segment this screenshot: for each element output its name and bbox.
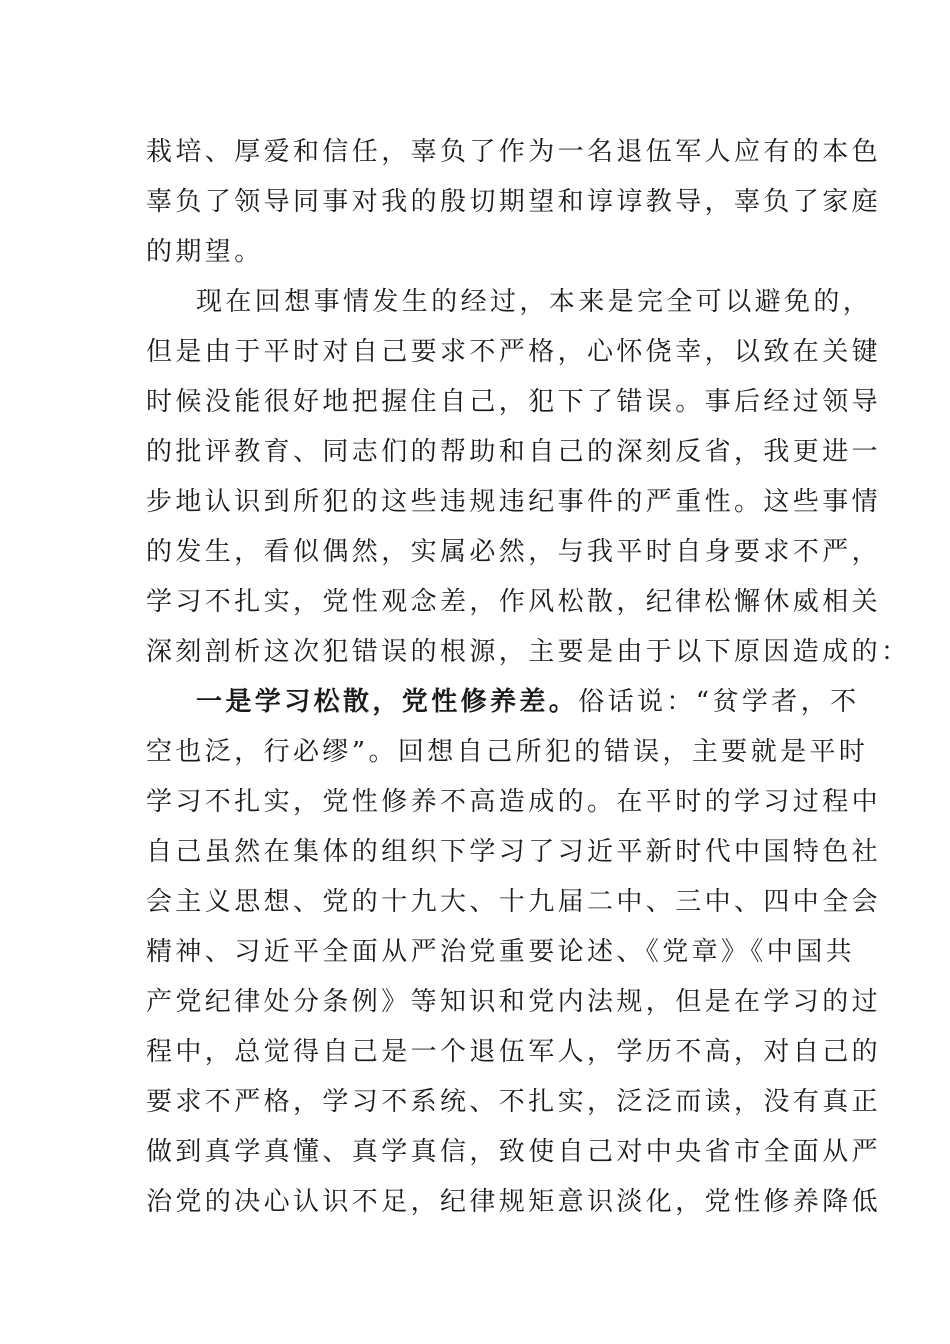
paragraph-line: 的期望。 [146, 237, 264, 267]
paragraph-line: 的发生，看似偶然，实属必然，与我平时自身要求不严， [146, 537, 882, 567]
paragraph-line [196, 685, 860, 719]
paragraph-line: 精神、习近平全面从严治党重要论述、《党章》《中国共 [146, 937, 856, 967]
paragraph-line: 栽培、厚爱和信任，辜负了作为一名退伍军人应有的本色 [146, 137, 882, 167]
paragraph-line: 要求不严格，学习不系统、不扎实，泛泛而读，没有真正 [146, 1087, 882, 1117]
paragraph-line: 深刻剖析这次犯错误的根源，主要是由于以下原因造成的： [146, 637, 911, 667]
paragraph-line: 做到真学真懂、真学真信，致使自己对中央省市全面从严 [146, 1137, 882, 1167]
paragraph-line: 现在回想事情发生的经过，本来是完全可以避免的， [196, 287, 873, 317]
paragraph-line: 产党纪律处分条例》等知识和党内法规，但是在学习的过 [146, 987, 882, 1017]
paragraph-line: 但是由于平时对自己要求不严格，心怀侥幸，以致在关键 [146, 337, 882, 367]
paragraph-line: 治党的决心认识不足，纪律规矩意识淡化，党性修养降低 [146, 1187, 882, 1217]
paragraph-line: 自己虽然在集体的组织下学习了习近平新时代中国特色社 [146, 837, 882, 867]
paragraph-line: 时候没能很好地把握住自己，犯下了错误。事后经过领导 [146, 387, 882, 417]
paragraph-line: 学习不扎实，党性观念差，作风松散，纪律松懈休威相关 [146, 587, 882, 617]
paragraph-line: 步地认识到所犯的这些违规违纪事件的严重性。这些事情 [146, 487, 882, 517]
paragraph-line: 程中，总觉得自己是一个退伍军人，学历不高，对自己的 [146, 1037, 882, 1067]
paragraph-line: 会主义思想、党的十九大、十九届二中、三中、四中全会 [146, 887, 882, 917]
paragraph-line: 学习不扎实，党性修养不高造成的。在平时的学习过程中 [146, 787, 882, 817]
paragraph-line: 的批评教育、同志们的帮助和自己的深刻反省，我更进一 [146, 437, 882, 467]
heading-followup-text: 俗话说：“贫学者，不 [578, 687, 860, 717]
paragraph-line: 辜负了领导同事对我的殷切期望和谆谆教导，辜负了家庭 [146, 187, 882, 217]
section-heading: 一是学习松散，党性修养差。 [196, 687, 579, 717]
paragraph-line: 空也泛，行必缪”。回想自己所犯的错误，主要就是平时 [146, 737, 869, 767]
